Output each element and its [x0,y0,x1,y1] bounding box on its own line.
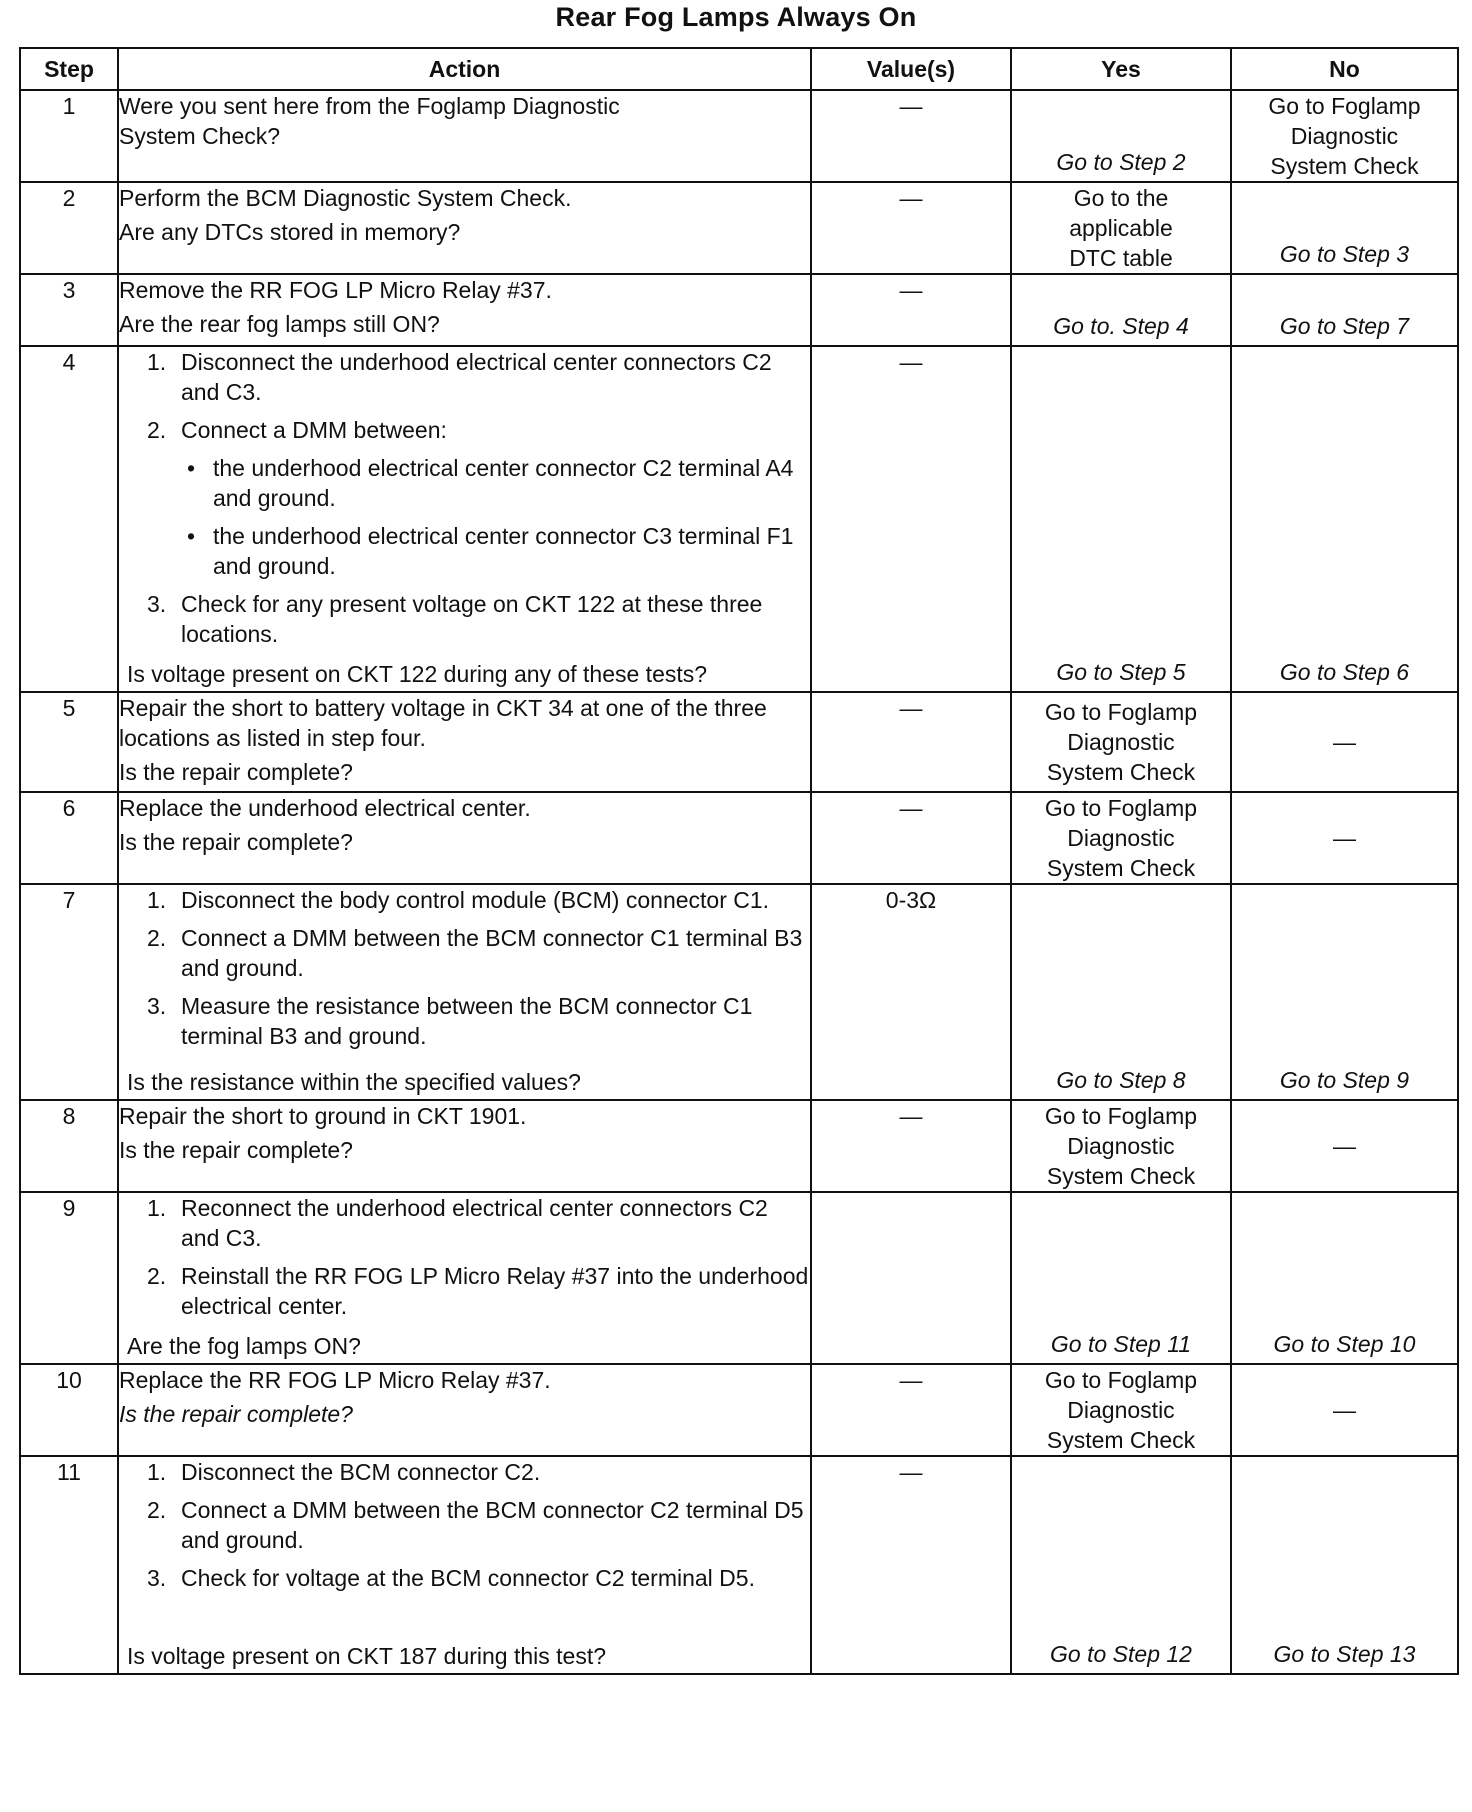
item-number: 1. [147,887,167,913]
result-line: System Check [1046,1163,1196,1189]
yes-result [1011,692,1231,792]
result-line: System Check [1046,759,1196,785]
action-text: Repair the short to battery voltage in CKT 34 at one of the three locations as listed in step four. [119,695,767,751]
header-action: Action [118,48,811,90]
result-line: Diagnostic [1067,1397,1175,1423]
action-text: Remove the RR FOG LP Micro Relay #37. [119,277,552,303]
numbered-item [119,923,810,983]
no-result [1231,884,1458,1100]
yes-result-text: Go to Step 12 [1050,1641,1192,1667]
action-question: Is the resistance within the specified values? [127,1069,581,1095]
header-no: No [1231,48,1458,90]
no-result: — [1231,1100,1458,1192]
table-row [20,792,1458,884]
action-cell [118,182,811,274]
no-result-text: Go to Step 9 [1279,1067,1410,1093]
no-result [1231,1192,1458,1364]
item-text: Check for voltage at the BCM connector C2 terminal D5. [181,1565,755,1591]
action-cell [118,884,811,1100]
item-number: 3. [147,1565,167,1591]
item-number: 3. [147,591,167,617]
item-number: 2. [147,417,167,443]
item-text: Disconnect the BCM connector C2. [181,1459,541,1485]
value-cell: — [811,90,1011,182]
numbered-item [119,1261,810,1321]
step-number: 6 [20,792,118,884]
result-line: Go to the [1073,185,1169,211]
header-values: Value(s) [811,48,1011,90]
item-number: 1. [147,1459,167,1485]
item-text: Reconnect the underhood electrical center connectors C2 and C3. [181,1195,768,1251]
item-text: the underhood electrical center connector C3 terminal F1 and ground. [213,523,794,579]
result-line: Diagnostic [1067,729,1175,755]
action-text: Were you sent here from the Foglamp Diagnostic [119,93,620,119]
page-title: Rear Fog Lamps Always On [555,2,917,32]
item-number: 2. [147,925,167,951]
action-cell [118,346,811,692]
item-number: 2. [147,1263,167,1289]
table-row [20,1364,1458,1456]
action-cell [118,90,811,182]
yes-result-text: Go to Step 5 [1056,659,1186,685]
action-cell [118,1192,811,1364]
yes-result-text [1012,693,1230,791]
no-result-text: Go to Step 7 [1279,313,1410,339]
item-text: Connect a DMM between the BCM connector C2 terminal D5 and ground. [181,1497,804,1553]
no-result [1231,1456,1458,1674]
step-number: 11 [20,1456,118,1674]
numbered-item [119,415,810,445]
step-number: 2 [20,182,118,274]
table-body [20,90,1458,1674]
result-line: Diagnostic [1067,825,1175,851]
step-number: 4 [20,346,118,692]
action-question: Is the repair complete? [119,1401,353,1427]
value-cell: — [811,346,1011,692]
step-number: 10 [20,1364,118,1456]
item-text: Reinstall the RR FOG LP Micro Relay #37 into the underhood electrical center. [181,1263,809,1319]
yes-result [1011,792,1231,884]
numbered-item [119,1495,810,1555]
table-row [20,884,1458,1100]
step-number: 1 [20,90,118,182]
no-result: — [1231,792,1458,884]
result-line: System Check [1046,855,1196,881]
no-result: — [1231,1364,1458,1456]
action-text: Replace the underhood electrical center. [119,795,531,821]
diagnostic-table [19,47,1459,1675]
numbered-item [119,1457,810,1487]
no-result [1231,274,1458,346]
value-cell: — [811,1456,1011,1674]
no-result-text: Go to Step 13 [1273,1641,1416,1667]
action-text: Perform the BCM Diagnostic System Check. [119,185,572,211]
action-cell [118,792,811,884]
no-result [1231,90,1458,182]
action-text: Replace the RR FOG LP Micro Relay #37. [119,1367,551,1393]
step-number: 5 [20,692,118,792]
result-line: Go to Foglamp [1044,1103,1198,1129]
result-line: Go to Foglamp [1268,93,1421,119]
item-number: 1. [147,1195,167,1221]
no-result-text [1232,91,1457,181]
action-cell [118,274,811,346]
item-text: Disconnect the body control module (BCM) connector C1. [181,887,770,913]
yes-result-text [1012,793,1230,883]
value-cell: — [811,182,1011,274]
yes-result [1011,1364,1231,1456]
action-question: Are any DTCs stored in memory? [119,219,461,245]
value-cell: — [811,274,1011,346]
header-step: Step [20,48,118,90]
value-cell: — [811,1364,1011,1456]
yes-result [1011,346,1231,692]
item-number: 2. [147,1497,167,1523]
action-question: Are the rear fog lamps still ON? [119,311,440,337]
item-number: 3. [147,993,167,1019]
result-line: Diagnostic [1290,123,1399,149]
yes-result [1011,90,1231,182]
item-text: Measure the resistance between the BCM connector C1 terminal B3 and ground. [181,993,753,1049]
numbered-item [119,885,810,915]
action-cell [118,692,811,792]
yes-result [1011,1192,1231,1364]
header-row [20,48,1458,90]
numbered-item [119,589,810,649]
numbered-item [119,991,810,1051]
step-number: 9 [20,1192,118,1364]
no-result-text: Go to Step 3 [1279,241,1410,267]
action-cell [118,1456,811,1674]
step-number: 8 [20,1100,118,1192]
numbered-item [119,1563,810,1593]
result-line: System Check [1270,153,1419,179]
action-question: Is the repair complete? [119,1137,353,1163]
bullet-icon: • [187,455,196,481]
table-row [20,274,1458,346]
action-text: Repair the short to ground in CKT 1901. [119,1103,527,1129]
yes-result-text [1012,1365,1230,1455]
header-yes: Yes [1011,48,1231,90]
action-question: Is voltage present on CKT 187 during this test? [127,1643,607,1669]
no-result [1231,182,1458,274]
value-cell [811,1192,1011,1364]
item-text: Check for any present voltage on CKT 122 at these three locations. [181,591,763,647]
value-cell: — [811,1100,1011,1192]
item-text: Connect a DMM between: [181,417,447,443]
step-number: 7 [20,884,118,1100]
result-line: System Check [1046,1427,1196,1453]
yes-result-text: Go to Step 11 [1050,1331,1192,1357]
no-result-text: Go to Step 10 [1273,1331,1416,1357]
action-cell [118,1364,811,1456]
table-row [20,1456,1458,1674]
table-row [20,1192,1458,1364]
value-cell: 0-3Ω [811,884,1011,1100]
yes-result [1011,1100,1231,1192]
yes-result-text: Go to. Step 4 [1053,313,1189,339]
result-line: applicable [1069,215,1173,241]
table-row [20,182,1458,274]
table-row [20,346,1458,692]
yes-result [1011,274,1231,346]
result-line: DTC table [1069,245,1173,271]
item-text: Connect a DMM between the BCM connector C1 terminal B3 and ground. [181,925,803,981]
bullet-item [119,521,810,581]
result-line: Diagnostic [1067,1133,1175,1159]
yes-result-text [1012,183,1230,273]
yes-result-text: Go to Step 8 [1056,1067,1186,1093]
result-line: Go to Foglamp [1044,795,1198,821]
bullet-item [119,453,810,513]
action-question: Are the fog lamps ON? [127,1333,361,1359]
value-cell: — [811,692,1011,792]
action-question: Is the repair complete? [119,759,353,785]
yes-result-text: Go to Step 2 [1056,149,1186,175]
yes-result [1011,1456,1231,1674]
yes-result-text [1012,1101,1230,1191]
yes-result [1011,884,1231,1100]
table-row [20,1100,1458,1192]
no-result: — [1231,692,1458,792]
numbered-item [119,347,810,407]
no-result-text: Go to Step 6 [1279,659,1410,685]
action-cell [118,1100,811,1192]
step-number: 3 [20,274,118,346]
no-result [1231,346,1458,692]
item-number: 1. [147,349,167,375]
table-row [20,692,1458,792]
result-line: Go to Foglamp [1044,699,1198,725]
item-text: Disconnect the underhood electrical center connectors C2 and C3. [181,349,772,405]
result-line: Go to Foglamp [1044,1367,1198,1393]
action-question: Is voltage present on CKT 122 during any of these tests? [127,661,708,687]
table-row [20,90,1458,182]
action-text: System Check? [119,123,281,149]
item-text: the underhood electrical center connector C2 terminal A4 and ground. [213,455,794,511]
numbered-item [119,1193,810,1253]
bullet-icon: • [187,523,196,549]
yes-result [1011,182,1231,274]
value-cell: — [811,792,1011,884]
action-question: Is the repair complete? [119,829,353,855]
